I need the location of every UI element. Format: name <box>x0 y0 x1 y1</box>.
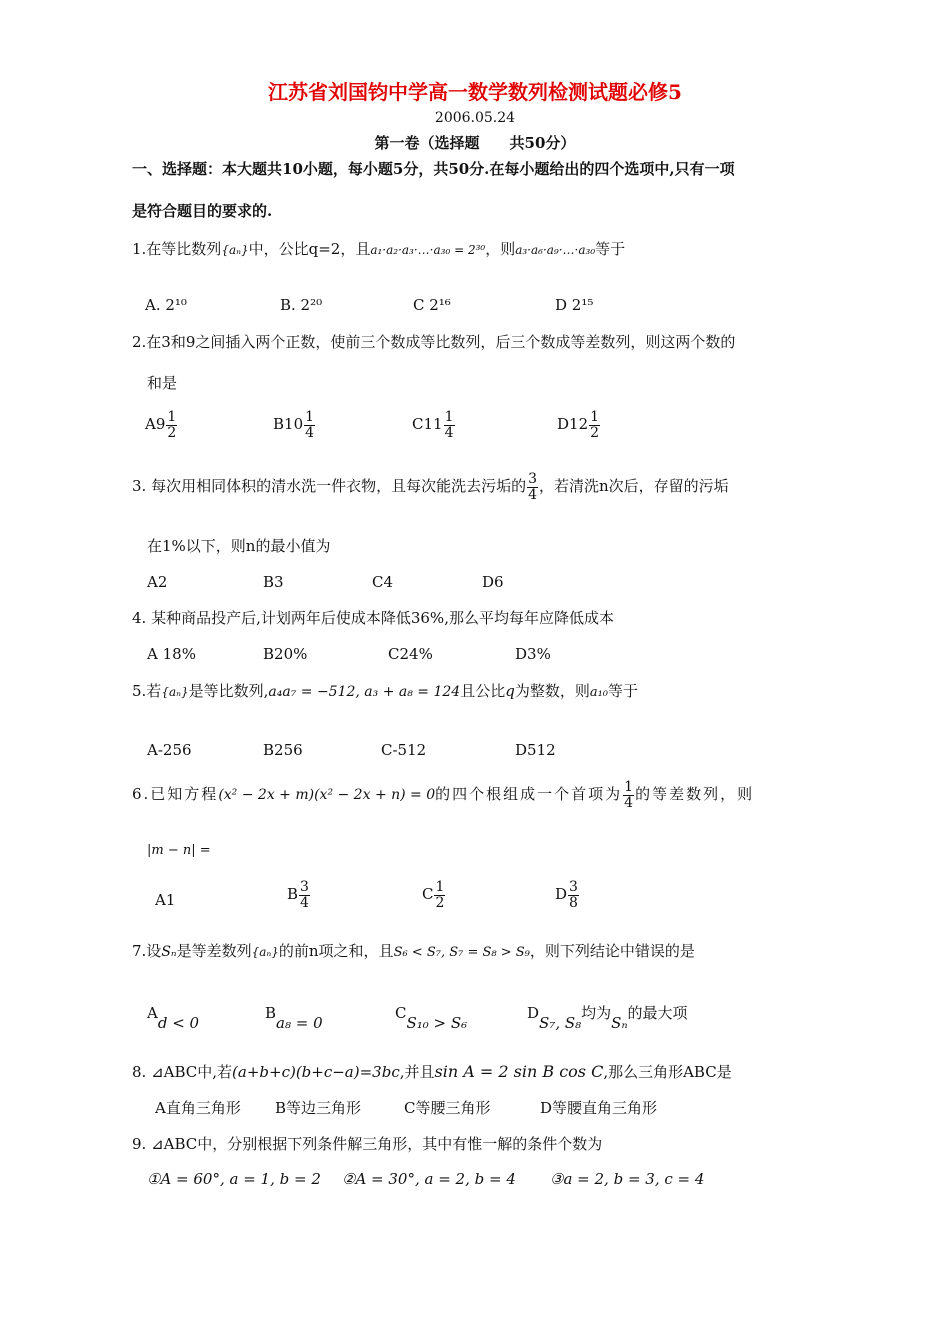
q5-ratio: q <box>505 682 515 700</box>
q6-option-b-num: 3 <box>300 879 309 895</box>
q5-condition: a₄a₇ = −512, a₃ + a₈ = 124 <box>268 684 461 700</box>
exam-date: 2006.05.24 <box>434 110 516 126</box>
q8-option-c: C等腰三角形 <box>404 1099 491 1117</box>
q5-option-b: B256 <box>263 741 303 759</box>
q7-condition: S₆ < S₇, S₇ = S₈ > S₉ <box>393 945 530 960</box>
q1-prefix: 1.在等比数列 <box>132 240 222 258</box>
q6-frac-num: 1 <box>624 779 634 795</box>
q2-option-c-whole: 11 <box>423 415 443 434</box>
q5-option-d: D512 <box>515 741 556 759</box>
q6-fraction <box>623 780 634 810</box>
q6-option-c-den: 2 <box>435 894 445 911</box>
q2-option-a <box>145 410 178 440</box>
q7-mid: 是等差数列 <box>176 942 252 960</box>
q8-mid: ,并且 <box>399 1063 435 1081</box>
q7-option-d <box>527 1004 688 1032</box>
q3-line1 <box>132 472 729 502</box>
q6-option-c-num: 1 <box>435 879 445 895</box>
q7-option-c-label: C <box>395 1004 407 1022</box>
q9-condition-1: ①A = 60°, a = 1, b = 2 <box>147 1170 321 1188</box>
q6-suffix: 的等差数列，则 <box>635 785 755 804</box>
q9-line1: 9. ⊿ABC中，分别根据下列条件解三角形，其中有惟一解的条件个数为 <box>132 1135 603 1153</box>
q1-target: a₃·a₆·a₉·…·a₃₀ <box>515 243 596 257</box>
q2-option-b <box>273 410 316 440</box>
q6-option-d-den: 8 <box>569 894 578 911</box>
q7-option-a-label: A <box>147 1004 158 1022</box>
q2-option-a-label: A <box>145 415 156 434</box>
q2-option-b-den: 4 <box>305 424 315 441</box>
q2-line2: 和是 <box>147 374 178 392</box>
q2-option-d <box>557 410 601 440</box>
q5-suffix: 等于 <box>608 682 639 700</box>
question-1 <box>132 240 625 258</box>
q8-option-b: B等边三角形 <box>275 1099 362 1117</box>
q2-option-c-den: 4 <box>444 424 454 441</box>
q5-option-c: C-512 <box>381 741 427 759</box>
q3-text-a: 3. 每次用相同体积的清水洗一件衣物，且每次能洗去污垢的 <box>132 477 527 496</box>
q3-fraction <box>527 472 538 502</box>
q4-line1: 4. 某种商品投产后,计划两年后使成本降低36%,那么平均每年应降低成本 <box>132 609 614 627</box>
q9-condition-2: ②A = 30°, a = 2, b = 4 <box>342 1170 516 1188</box>
q7-mid2: 的前n项之和，且 <box>278 942 394 960</box>
q8-equation: sin A = 2 sin B cos C <box>434 1062 604 1081</box>
q2-option-d-den: 2 <box>590 424 600 441</box>
q2-option-d-label: D <box>557 415 570 434</box>
question-6 <box>132 780 754 810</box>
section-instructions-line1: 一、选择题：本大题共10小题，每小题5分，共50分.在每小题给出的四个选项中,只有一项 <box>132 160 735 178</box>
q7-option-c-expr: S₁₀ > S₆ <box>406 1014 468 1032</box>
q7-option-d-mid: 均为 <box>581 1004 612 1022</box>
q1-condition: a₁·a₂·a₃·…·a₃₀ = 2³⁰ <box>370 243 486 257</box>
q5-mid: 是等比数列, <box>188 682 269 700</box>
q3-frac-num: 3 <box>528 471 538 487</box>
q3-option-d: D6 <box>482 573 504 591</box>
q7-suffix: ，则下列结论中错误的是 <box>529 942 695 960</box>
q7-option-d-sn: Sₙ <box>611 1014 628 1032</box>
q2-option-c-fraction <box>444 410 455 440</box>
q1-suffix: 等于 <box>595 240 626 258</box>
q7-option-d-label: D <box>527 1004 540 1022</box>
q2-option-b-fraction <box>304 410 315 440</box>
q6-equation: (x² − 2x + m)(x² − 2x + n) = 0 <box>218 787 436 804</box>
q7-option-a-expr: d < 0 <box>157 1014 200 1032</box>
q3-text-b: ，若清洗n次后，存留的污垢 <box>539 477 729 496</box>
q6-option-c-fraction <box>434 880 445 910</box>
q6-option-b <box>287 880 311 910</box>
q4-option-d: D3% <box>515 645 551 663</box>
q2-option-d-num: 1 <box>590 409 600 425</box>
q2-option-a-den: 2 <box>167 424 177 441</box>
q6-option-d-num: 3 <box>569 879 578 895</box>
q3-option-b: B3 <box>263 573 284 591</box>
q6-option-d <box>555 880 580 910</box>
q4-option-a: A 18% <box>147 645 196 663</box>
q7-prefix: 7.设 <box>132 942 162 960</box>
q2-option-c-label: C <box>412 415 424 434</box>
q6-option-b-den: 4 <box>300 894 309 911</box>
q5-sequence: {aₙ} <box>161 685 189 699</box>
q7-option-b <box>265 1004 323 1032</box>
q6-option-d-label: D <box>555 885 568 904</box>
q3-option-c: C4 <box>372 573 394 591</box>
q1-option-a: A. 2¹⁰ <box>145 296 187 314</box>
q3-line2: 在1%以下，则n的最小值为 <box>147 537 331 555</box>
q2-option-b-whole: 10 <box>284 415 304 434</box>
q7-option-d-expr: S₇, S₈ <box>539 1014 582 1032</box>
q5-prefix: 5.若 <box>132 682 162 700</box>
q6-option-c-label: C <box>422 885 434 904</box>
q2-option-b-num: 1 <box>305 409 315 425</box>
q1-option-c: C 2¹⁶ <box>413 296 451 314</box>
q7-option-d-suffix: 的最大项 <box>627 1004 688 1022</box>
q1-option-d: D 2¹⁵ <box>555 296 594 314</box>
q4-option-b: B20% <box>263 645 308 663</box>
q6-option-a: A1 <box>155 891 176 909</box>
q7-option-b-expr: a₈ = 0 <box>276 1014 323 1032</box>
question-5 <box>132 682 638 701</box>
q7-sn: Sₙ <box>161 944 177 960</box>
q7-option-a <box>147 1004 200 1032</box>
q6-option-d-fraction <box>568 880 579 910</box>
q2-option-a-fraction <box>166 410 177 440</box>
volume-heading: 第一卷（选择题 共50分） <box>374 134 576 152</box>
q6-mid: 的四个根组成一个首项为 <box>435 785 623 804</box>
q6-line2: |m − n| = <box>147 843 211 858</box>
q2-option-a-num: 1 <box>167 409 177 425</box>
q2-option-d-fraction <box>589 410 600 440</box>
q2-option-d-whole: 12 <box>569 415 589 434</box>
q2-option-c-num: 1 <box>444 409 454 425</box>
q6-prefix: 6.已知方程 <box>132 785 219 804</box>
q3-option-a: A2 <box>147 573 168 591</box>
q4-option-c: C24% <box>388 645 433 663</box>
q7-sequence: {aₙ} <box>251 945 279 959</box>
q6-option-b-label: B <box>287 885 299 904</box>
q9-condition-3: ③a = 2, b = 3, c = 4 <box>550 1170 705 1188</box>
q5-target: a₁₀ <box>589 685 609 700</box>
q8-option-d: D等腰直角三角形 <box>540 1099 658 1117</box>
q5-mid3: 为整数，则 <box>514 682 590 700</box>
q8-prefix: 8. ⊿ABC中,若 <box>132 1063 233 1081</box>
q1-mid: 中，公比q=2，且 <box>248 240 371 258</box>
question-7 <box>132 942 695 961</box>
q2-line1: 2.在3和9之间插入两个正数，使前三个数成等比数列，后三个数成等差数列，则这两个数的 <box>132 333 736 351</box>
q5-option-a: A-256 <box>147 741 192 759</box>
q8-condition: (a+b+c)(b+c−a)=3bc <box>232 1063 400 1081</box>
q2-option-c <box>412 410 456 440</box>
q7-option-b-label: B <box>265 1004 277 1022</box>
q5-mid2: 且公比 <box>460 682 506 700</box>
section-instructions-line2: 是符合题目的要求的. <box>132 202 273 220</box>
q6-frac-den: 4 <box>624 794 634 811</box>
question-8 <box>132 1062 732 1081</box>
q8-suffix: ,那么三角形ABC是 <box>603 1063 732 1081</box>
q3-frac-den: 4 <box>528 486 538 503</box>
q8-option-a: A直角三角形 <box>155 1099 241 1117</box>
q1-then: ，则 <box>485 240 516 258</box>
q1-option-b: B. 2²⁰ <box>280 296 323 314</box>
q6-option-b-fraction <box>299 880 310 910</box>
q1-sequence: {aₙ} <box>221 243 249 257</box>
page-title: 江苏省刘国钧中学高一数学数列检测试题必修5 <box>268 80 682 104</box>
q2-option-b-label: B <box>273 415 285 434</box>
q2-option-a-whole: 9 <box>155 415 166 434</box>
q7-option-c <box>395 1004 468 1032</box>
q6-option-c <box>422 880 446 910</box>
